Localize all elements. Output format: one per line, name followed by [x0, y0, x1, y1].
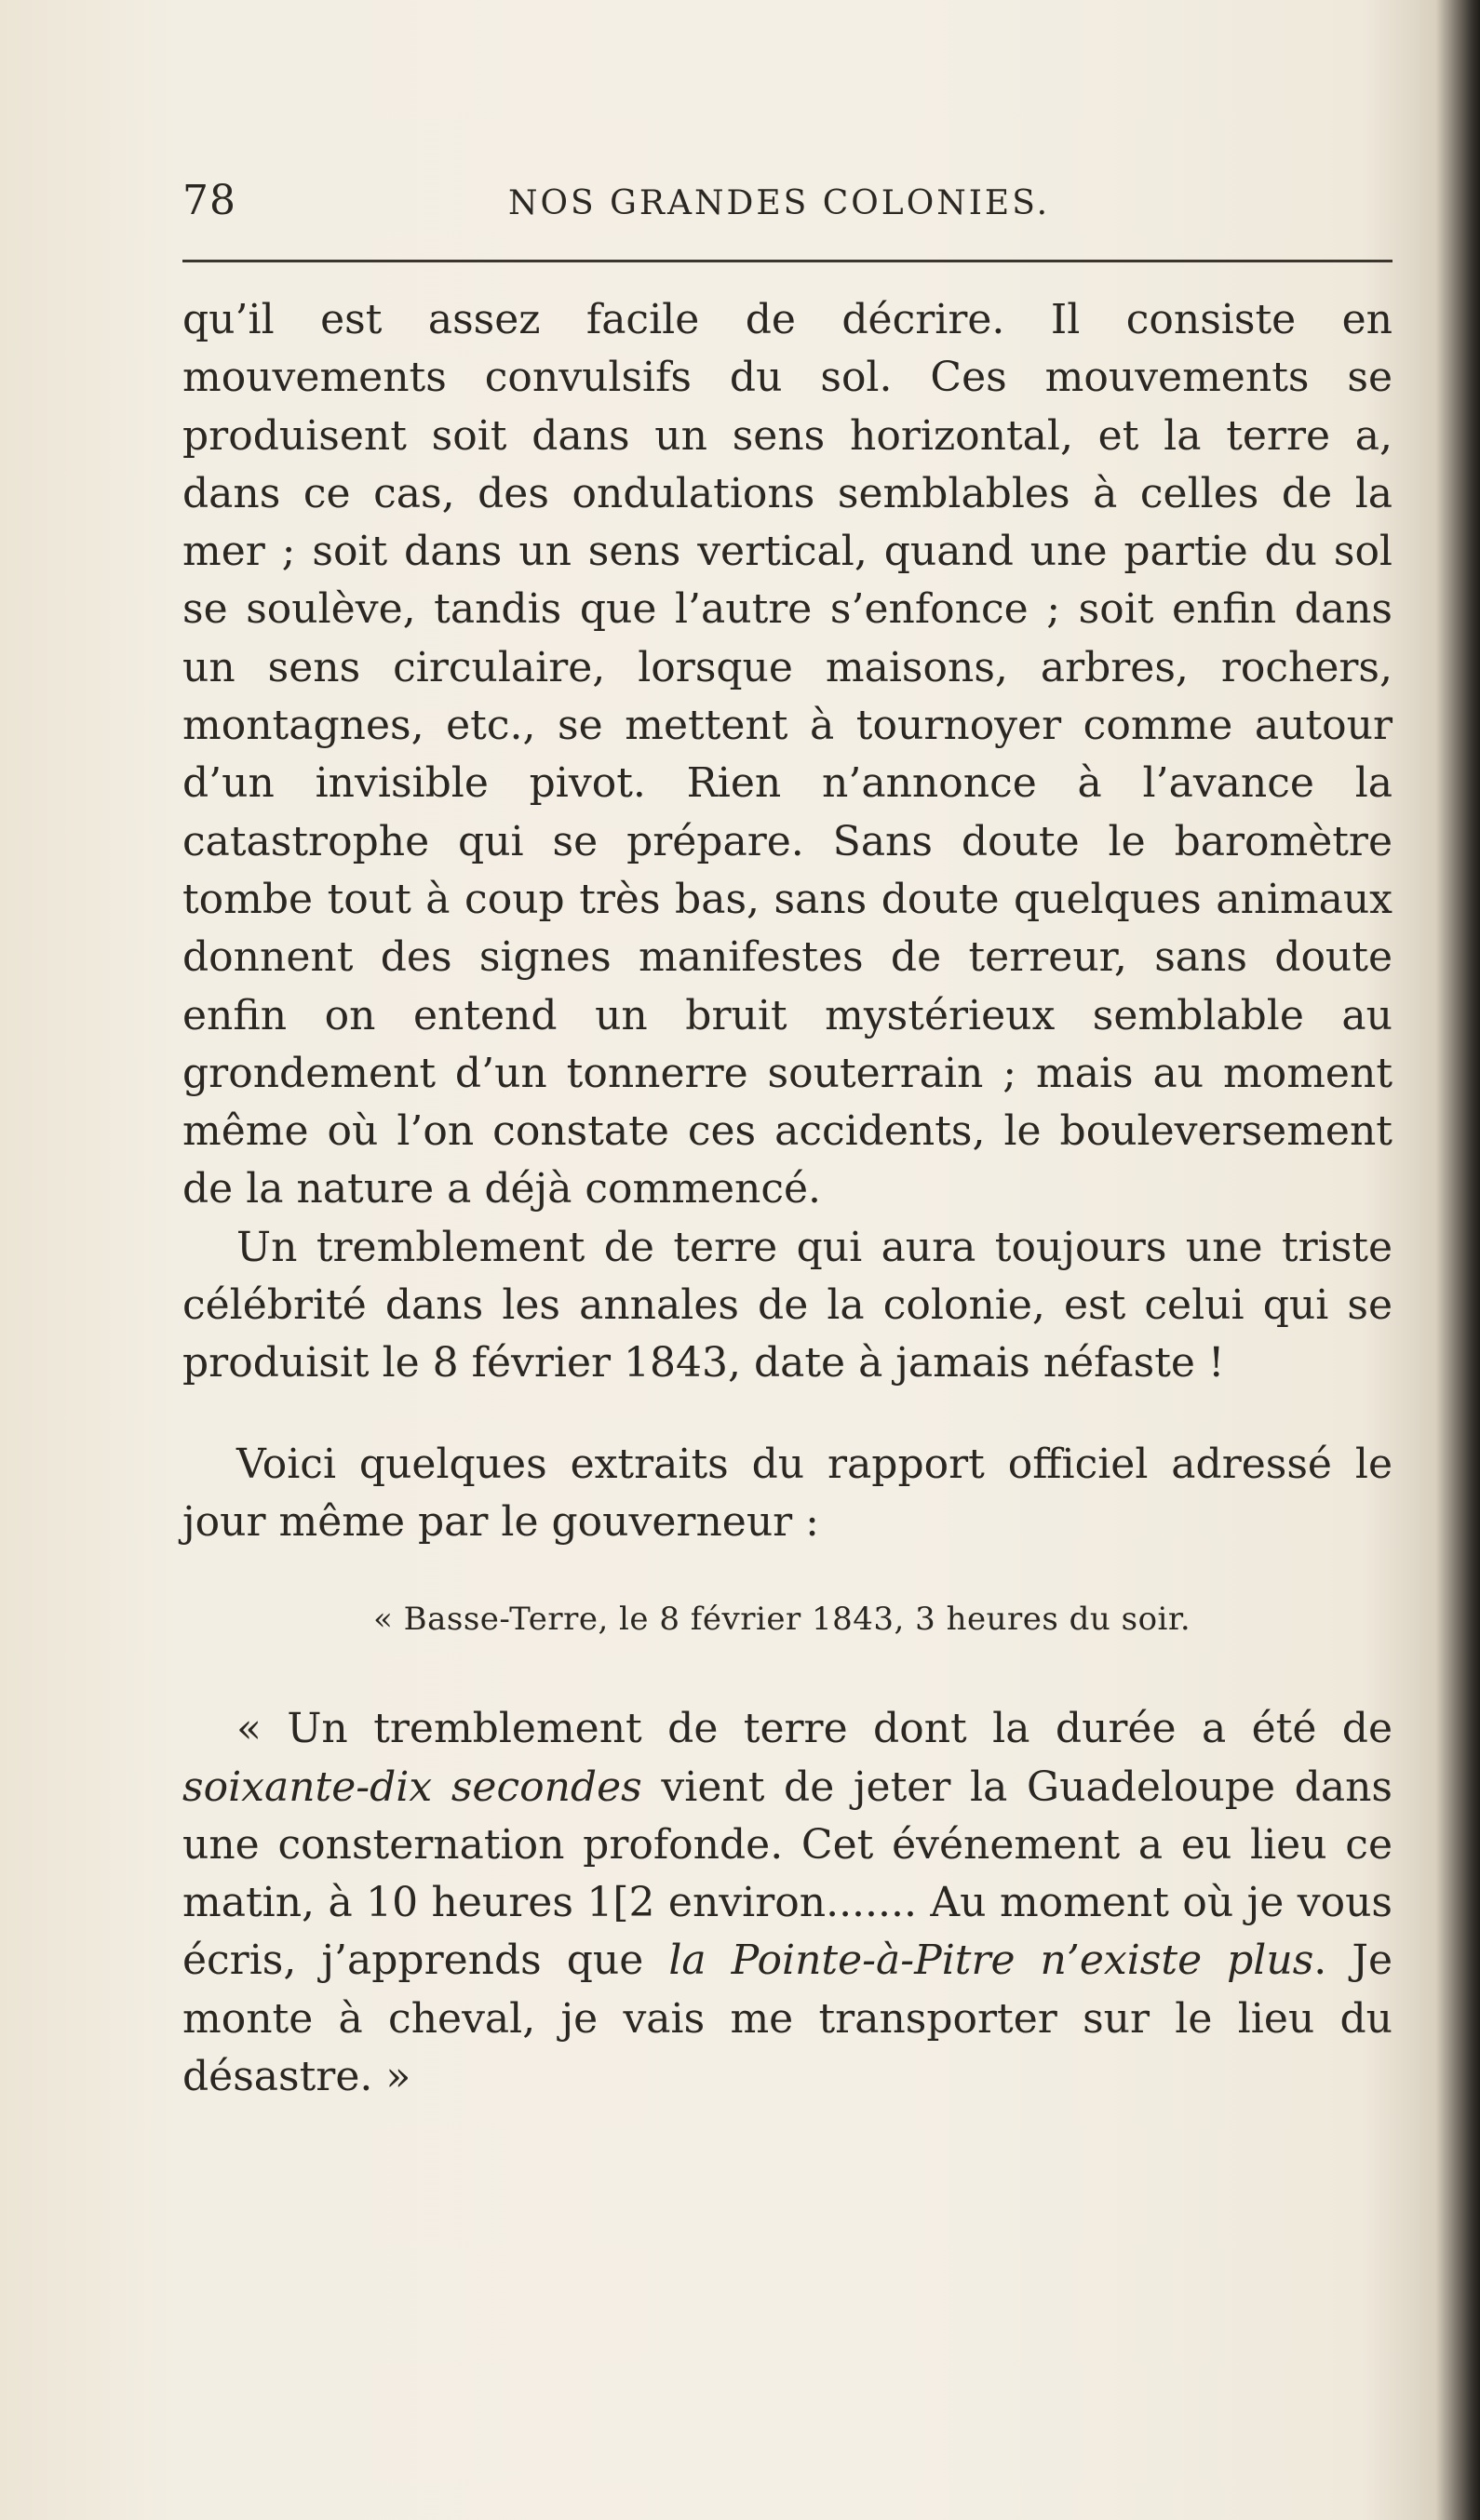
running-title: NOS GRANDES COLONIES. — [508, 184, 1051, 222]
paragraph-earthquake-1843: Un tremblement de terre qui aura toujours une triste célébrité dans les annales de la colonie, est celui qui se produisit le 8 février 1843, date à jamais néfaste ! — [182, 1223, 1393, 1387]
page-number: 78 — [182, 177, 236, 224]
quoted-report — [182, 1700, 1393, 2106]
quote-text-mid: vient de jeter la Guadeloupe dans une consternation profonde. Cet événement a eu lieu ce matin, à 10 heures 1[2 environ....... Au moment où je vous écris, j’apprends que — [182, 1763, 1393, 1985]
header-rule — [182, 260, 1393, 262]
quote-dateline: « Basse-Terre, le 8 février 1843, 3 heures du soir. — [373, 1601, 1191, 1639]
quote-italic-pointe-a-pitre: la Pointe-à-Pitre n’existe plus — [668, 1937, 1314, 1985]
quote-italic-duration: soixante-dix secondes — [182, 1763, 642, 1811]
page-header — [182, 177, 1393, 233]
quote-text-close: . Je monte à cheval, je vais me transporter sur le lieu du désastre. » — [182, 1937, 1393, 2101]
paragraph-continuation: qu’il est assez facile de décrire. Il consiste en mouvements convulsifs du sol. Ces mouvements se produisent soit dans un sens horizontal, et la terre a, dans ce cas, des ondulations semblables à celles de la mer ; soit dans un sens vertical, quand une partie du sol se soulève, tandis que l’autre s’enfonce ; soit enfin dans un sens circulaire, lorsque maisons, arbres, rochers, montagnes, etc., se mettent à tournoyer comme autour d’un invisible pivot. Rien n’annonce à l’avance la catastrophe qui se prépare. Sans doute le baromètre tombe tout à coup très bas, sans doute quelques animaux donnent des signes manifestes de terreur, sans doute enfin on entend un bruit mystérieux semblable au grondement d’un tonnerre souterrain ; mais au moment même où l’on constate ces accidents, le bouleversement de la nature a déjà commencé. — [182, 296, 1393, 1213]
quote-text-open: « Un tremblement de terre dont la durée a été de — [236, 1705, 1393, 1753]
body-text — [182, 291, 1393, 2106]
paragraph-report-intro: Voici quelques extraits du rapport officiel adressé le jour même par le gouverneur : — [182, 1440, 1393, 1546]
